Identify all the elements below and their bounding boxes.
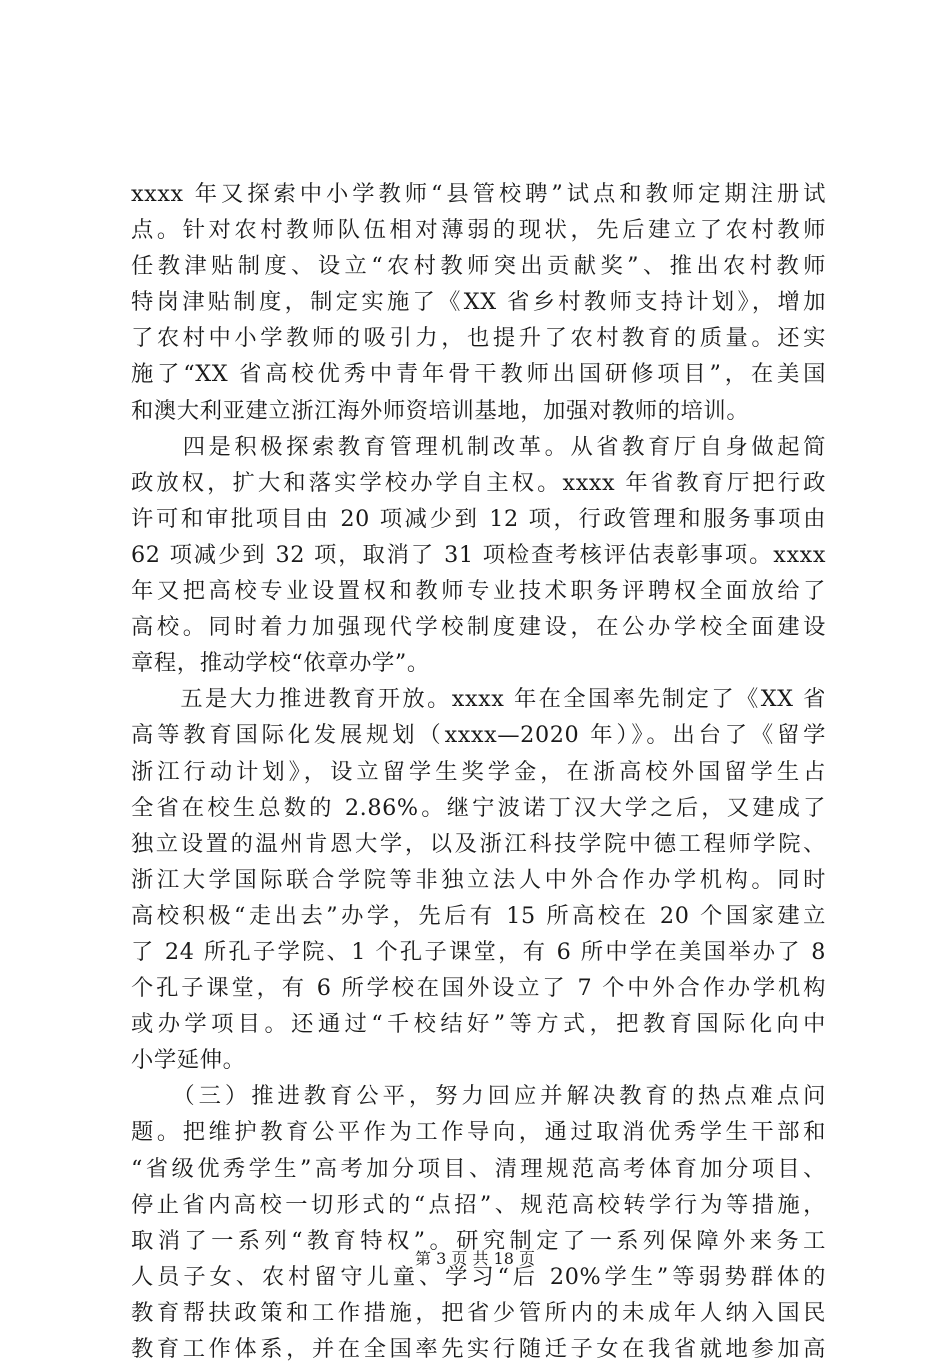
- text-line: 四是积极探索教育管理机制改革。从省教育厅自身做起简: [131, 433, 826, 460]
- page-footer: 第 3 页 共 18 页: [415, 1249, 535, 1268]
- text-line: 政放权，扩大和落实学校办学自主权。xxxx 年省教育厅把行政: [131, 469, 826, 496]
- text-line: 特岗津贴制度，制定实施了《XX 省乡村教师支持计划》，增加: [131, 289, 826, 316]
- text-line: 施了“XX 省高校优秀中青年骨干教师出国研修项目”，在美国: [131, 361, 826, 388]
- text-line: 章程，推动学校“依章办学”。: [131, 650, 430, 677]
- text-line: 五是大力推进教育开放。xxxx 年在全国率先制定了《XX 省: [131, 686, 826, 713]
- text-line: 62 项减少到 32 项，取消了 31 项检查考核评估表彰事项。xxxx: [131, 541, 826, 568]
- text-line: 了 24 所孔子学院、1 个孔子课堂，有 6 所中学在美国举办了 8: [131, 938, 826, 965]
- text-line: 高校积极“走出去”办学，先后有 15 所高校在 20 个国家建立: [131, 902, 826, 929]
- text-line: 或办学项目。还通过“千校结好”等方式，把教育国际化向中: [131, 1011, 826, 1038]
- text-line: 点。针对农村教师队伍相对薄弱的现状，先后建立了农村教师: [131, 217, 826, 244]
- text-line: 浙江大学国际联合学院等非独立法人中外合作办学机构。同时: [131, 866, 826, 893]
- text-line: 浙江行动计划》，设立留学生奖学金，在浙高校外国留学生占: [131, 758, 826, 785]
- text-line: 教育工作体系，并在全国率先实行随迁子女在我省就地参加高: [131, 1336, 826, 1362]
- text-line: 停止省内高校一切形式的“点招”、规范高校转学行为等措施，: [131, 1191, 826, 1218]
- text-line: 人员子女、农村留守儿童、学习“后 20%学生”等弱势群体的: [131, 1263, 826, 1290]
- body-text: [131, 176, 826, 1367]
- text-line: “省级优秀学生”高考加分项目、清理规范高考体育加分项目、: [131, 1155, 826, 1182]
- text-line: 年又把高校专业设置权和教师专业技术职务评聘权全面放给了: [131, 578, 826, 605]
- text-line: xxxx 年又探索中小学教师“县管校聘”试点和教师定期注册试: [131, 181, 826, 207]
- text-line: 任教津贴制度、设立“农村教师突出贡献奖”、推出农村教师: [131, 253, 826, 280]
- text-line: 高校。同时着力加强现代学校制度建设，在公办学校全面建设: [131, 614, 826, 641]
- text-line: 小学延伸。: [131, 1047, 246, 1074]
- text-line: 教育帮扶政策和工作措施，把省少管所内的未成年人纳入国民: [131, 1299, 826, 1326]
- text-line: （三）推进教育公平，努力回应并解决教育的热点难点问: [131, 1083, 826, 1110]
- text-line: 个孔子课堂，有 6 所学校在国外设立了 7 个中外合作办学机构: [131, 975, 826, 1002]
- text-line: 全省在校生总数的 2.86%。继宁波诺丁汉大学之后，又建成了: [131, 794, 826, 821]
- text-line: 和澳大利亚建立浙江海外师资培训基地，加强对教师的培训。: [131, 397, 750, 424]
- text-line: 题。把维护教育公平作为工作导向，通过取消优秀学生干部和: [131, 1119, 826, 1146]
- text-line: 许可和审批项目由 20 项减少到 12 项，行政管理和服务事项由: [131, 505, 826, 532]
- text-line: 高等教育国际化发展规划（xxxx—2020 年）》。出台了《留学: [131, 722, 826, 749]
- text-line: 了农村中小学教师的吸引力，也提升了农村教育的质量。还实: [131, 325, 826, 352]
- text-line: 取消了一系列“教育特权”。研究制定了一系列保障外来务工: [131, 1227, 826, 1254]
- text-line: 独立设置的温州肯恩大学，以及浙江科技学院中德工程师学院、: [131, 830, 826, 857]
